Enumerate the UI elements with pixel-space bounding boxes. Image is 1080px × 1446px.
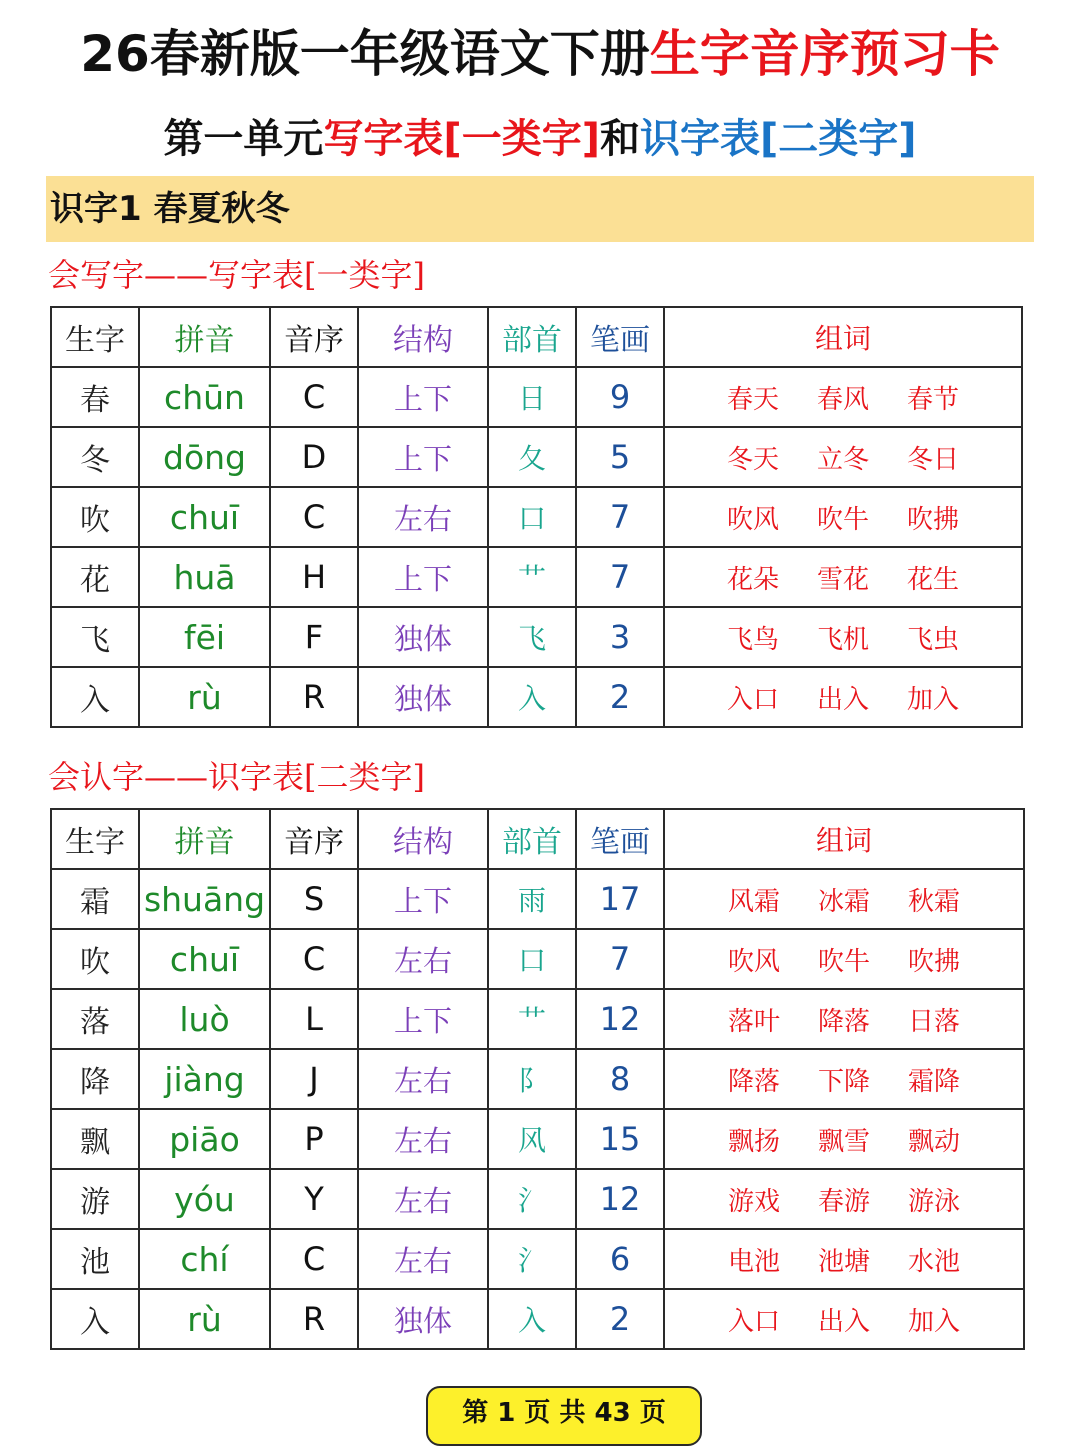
cell-bihua: 6 [576, 1229, 664, 1289]
cell-bihua: 12 [576, 989, 664, 1049]
section-read-title: 会认字——识字表[二类字] [48, 758, 425, 796]
cell-bushou: 口 [488, 929, 576, 989]
table-row [51, 547, 1022, 607]
cell-pinyin: chuī [139, 487, 270, 547]
cell-jiegou: 左右 [358, 1049, 488, 1109]
table-row [51, 427, 1022, 487]
cell-bihua: 7 [576, 929, 664, 989]
cell-jiegou: 上下 [358, 427, 488, 487]
word-item: 入口 [726, 684, 779, 715]
header-bihua: 笔画 [576, 809, 664, 869]
header-jiegou: 结构 [358, 307, 488, 367]
cell-bihua: 3 [576, 607, 664, 667]
cell-bushou: 氵 [488, 1229, 576, 1289]
word-item: 春天 [726, 384, 779, 415]
cell-hanzi: 吹 [51, 929, 139, 989]
word-item: 飞虫 [906, 624, 959, 655]
cell-bihua: 7 [576, 487, 664, 547]
cell-jiegou: 上下 [358, 547, 488, 607]
word-item: 吹风 [727, 946, 780, 977]
word-item: 加入 [907, 1306, 960, 1337]
cell-hanzi: 冬 [51, 427, 139, 487]
cell-bihua: 8 [576, 1049, 664, 1109]
cell-pinyin: yóu [139, 1169, 270, 1229]
cell-yinxu: R [270, 667, 358, 727]
word-item: 吹拂 [906, 504, 959, 535]
table-row [51, 1229, 1024, 1289]
cell-yinxu: R [270, 1289, 358, 1349]
word-item: 出入 [817, 1306, 870, 1337]
table-row [51, 1289, 1024, 1349]
cell-pinyin: huā [139, 547, 270, 607]
table-header-row [51, 809, 1024, 869]
cell-hanzi: 霜 [51, 869, 139, 929]
title-highlight: 生字音序预习卡 [649, 25, 1000, 83]
table-row [51, 1109, 1024, 1169]
cell-jiegou: 独体 [358, 607, 488, 667]
cell-hanzi: 降 [51, 1049, 139, 1109]
cell-yinxu: C [270, 367, 358, 427]
word-item: 落叶 [727, 1006, 780, 1037]
cell-jiegou: 左右 [358, 487, 488, 547]
cell-pinyin: chuī [139, 929, 270, 989]
cell-pinyin: rù [139, 667, 270, 727]
header-pinyin: 拼音 [139, 307, 270, 367]
lesson-title: 识字1 春夏秋冬 [50, 189, 290, 229]
cell-hanzi: 吹 [51, 487, 139, 547]
cell-pinyin: dōng [139, 427, 270, 487]
word-item: 霜降 [907, 1066, 960, 1097]
cell-yinxu: C [270, 1229, 358, 1289]
cell-zuci [664, 1169, 1024, 1229]
header-zuci: 组词 [664, 809, 1024, 869]
word-item: 飘雪 [817, 1126, 870, 1157]
cell-hanzi: 入 [51, 1289, 139, 1349]
cell-bushou: 飞 [488, 607, 576, 667]
cell-jiegou: 左右 [358, 1229, 488, 1289]
word-item: 下降 [817, 1066, 870, 1097]
word-item: 花生 [906, 564, 959, 595]
word-item: 降落 [817, 1006, 870, 1037]
table-row [51, 989, 1024, 1049]
cell-pinyin: rù [139, 1289, 270, 1349]
lesson-banner [46, 176, 1034, 242]
title-main: 26春新版一年级语文下册 [80, 25, 650, 83]
word-item: 吹风 [726, 504, 779, 535]
cell-yinxu: C [270, 929, 358, 989]
cell-jiegou: 独体 [358, 1289, 488, 1349]
word-item: 风霜 [727, 886, 780, 917]
word-item: 吹牛 [817, 946, 870, 977]
cell-bushou: 阝 [488, 1049, 576, 1109]
cell-bushou: 日 [488, 367, 576, 427]
word-item: 立冬 [816, 444, 869, 475]
word-item: 春风 [816, 384, 869, 415]
cell-jiegou: 左右 [358, 1169, 488, 1229]
word-item: 加入 [906, 684, 959, 715]
header-yinxu: 音序 [270, 307, 358, 367]
cell-jiegou: 上下 [358, 989, 488, 1049]
table-row [51, 487, 1022, 547]
page-subtitle [0, 112, 1080, 166]
header-jiegou: 结构 [358, 809, 488, 869]
write-characters-table [50, 306, 1023, 728]
table-row [51, 929, 1024, 989]
word-item: 飞鸟 [726, 624, 779, 655]
cell-bushou: 雨 [488, 869, 576, 929]
cell-yinxu: Y [270, 1169, 358, 1229]
cell-zuci [664, 1229, 1024, 1289]
subtitle-unit: 第一单元 [163, 116, 324, 162]
header-hanzi: 生字 [51, 307, 139, 367]
header-yinxu: 音序 [270, 809, 358, 869]
table-row [51, 1169, 1024, 1229]
cell-bihua: 9 [576, 367, 664, 427]
cell-jiegou: 独体 [358, 667, 488, 727]
word-item: 花朵 [726, 564, 779, 595]
cell-zuci [664, 367, 1022, 427]
word-item: 秋霜 [907, 886, 960, 917]
cell-bihua: 12 [576, 1169, 664, 1229]
word-item: 出入 [816, 684, 869, 715]
subtitle-write-table: 写字表[一类字] [323, 116, 600, 162]
table-header-row [51, 307, 1022, 367]
cell-bihua: 2 [576, 667, 664, 727]
cell-pinyin: chūn [139, 367, 270, 427]
header-bushou: 部首 [488, 809, 576, 869]
word-item: 电池 [727, 1246, 780, 1277]
cell-yinxu: D [270, 427, 358, 487]
cell-bushou: 艹 [488, 547, 576, 607]
word-item: 吹牛 [816, 504, 869, 535]
cell-yinxu: S [270, 869, 358, 929]
cell-pinyin: shuāng [139, 869, 270, 929]
cell-bushou: 风 [488, 1109, 576, 1169]
cell-jiegou: 上下 [358, 869, 488, 929]
cell-zuci [664, 929, 1024, 989]
read-characters-table [50, 808, 1025, 1350]
page-title [0, 22, 1080, 86]
header-bushou: 部首 [488, 307, 576, 367]
word-item: 降落 [727, 1066, 780, 1097]
cell-hanzi: 落 [51, 989, 139, 1049]
table-row [51, 367, 1022, 427]
word-item: 池塘 [817, 1246, 870, 1277]
word-item: 飞机 [816, 624, 869, 655]
cell-yinxu: C [270, 487, 358, 547]
cell-zuci [664, 607, 1022, 667]
cell-yinxu: L [270, 989, 358, 1049]
cell-jiegou: 上下 [358, 367, 488, 427]
word-item: 游泳 [907, 1186, 960, 1217]
word-item: 吹拂 [907, 946, 960, 977]
word-item: 冰霜 [817, 886, 870, 917]
cell-zuci [664, 1289, 1024, 1349]
word-item: 日落 [907, 1006, 960, 1037]
cell-hanzi: 花 [51, 547, 139, 607]
word-item: 春节 [906, 384, 959, 415]
cell-yinxu: P [270, 1109, 358, 1169]
cell-zuci [664, 427, 1022, 487]
cell-zuci [664, 869, 1024, 929]
table-row [51, 869, 1024, 929]
header-zuci: 组词 [664, 307, 1022, 367]
table-row [51, 607, 1022, 667]
cell-jiegou: 左右 [358, 929, 488, 989]
cell-zuci [664, 547, 1022, 607]
cell-pinyin: jiàng [139, 1049, 270, 1109]
header-bihua: 笔画 [576, 307, 664, 367]
section-write-title: 会写字——写字表[一类字] [48, 256, 425, 294]
cell-bihua: 15 [576, 1109, 664, 1169]
cell-pinyin: fēi [139, 607, 270, 667]
cell-zuci [664, 1049, 1024, 1109]
cell-yinxu: F [270, 607, 358, 667]
cell-yinxu: H [270, 547, 358, 607]
cell-yinxu: J [270, 1049, 358, 1109]
cell-bihua: 5 [576, 427, 664, 487]
cell-bushou: 入 [488, 667, 576, 727]
cell-zuci [664, 487, 1022, 547]
cell-zuci [664, 989, 1024, 1049]
cell-bushou: 艹 [488, 989, 576, 1049]
header-pinyin: 拼音 [139, 809, 270, 869]
word-item: 雪花 [816, 564, 869, 595]
word-item: 冬日 [906, 444, 959, 475]
cell-jiegou: 左右 [358, 1109, 488, 1169]
cell-hanzi: 入 [51, 667, 139, 727]
word-item: 水池 [907, 1246, 960, 1277]
cell-bihua: 7 [576, 547, 664, 607]
cell-zuci [664, 1109, 1024, 1169]
word-item: 冬天 [726, 444, 779, 475]
cell-bihua: 2 [576, 1289, 664, 1349]
word-item: 春游 [817, 1186, 870, 1217]
word-item: 游戏 [727, 1186, 780, 1217]
cell-bushou: 夂 [488, 427, 576, 487]
cell-bihua: 17 [576, 869, 664, 929]
cell-bushou: 入 [488, 1289, 576, 1349]
header-hanzi: 生字 [51, 809, 139, 869]
table-row [51, 1049, 1024, 1109]
cell-hanzi: 春 [51, 367, 139, 427]
subtitle-read-table: 识字表[二类字] [640, 116, 917, 162]
cell-zuci [664, 667, 1022, 727]
table-row [51, 667, 1022, 727]
cell-bushou: 氵 [488, 1169, 576, 1229]
cell-pinyin: piāo [139, 1109, 270, 1169]
cell-pinyin: luò [139, 989, 270, 1049]
page-indicator: 第 1 页 共 43 页 [426, 1386, 702, 1446]
word-item: 入口 [727, 1306, 780, 1337]
cell-bushou: 口 [488, 487, 576, 547]
cell-hanzi: 池 [51, 1229, 139, 1289]
word-item: 飘动 [907, 1126, 960, 1157]
cell-hanzi: 飞 [51, 607, 139, 667]
cell-hanzi: 飘 [51, 1109, 139, 1169]
word-item: 飘扬 [727, 1126, 780, 1157]
subtitle-and: 和 [600, 116, 640, 162]
cell-pinyin: chí [139, 1229, 270, 1289]
cell-hanzi: 游 [51, 1169, 139, 1229]
